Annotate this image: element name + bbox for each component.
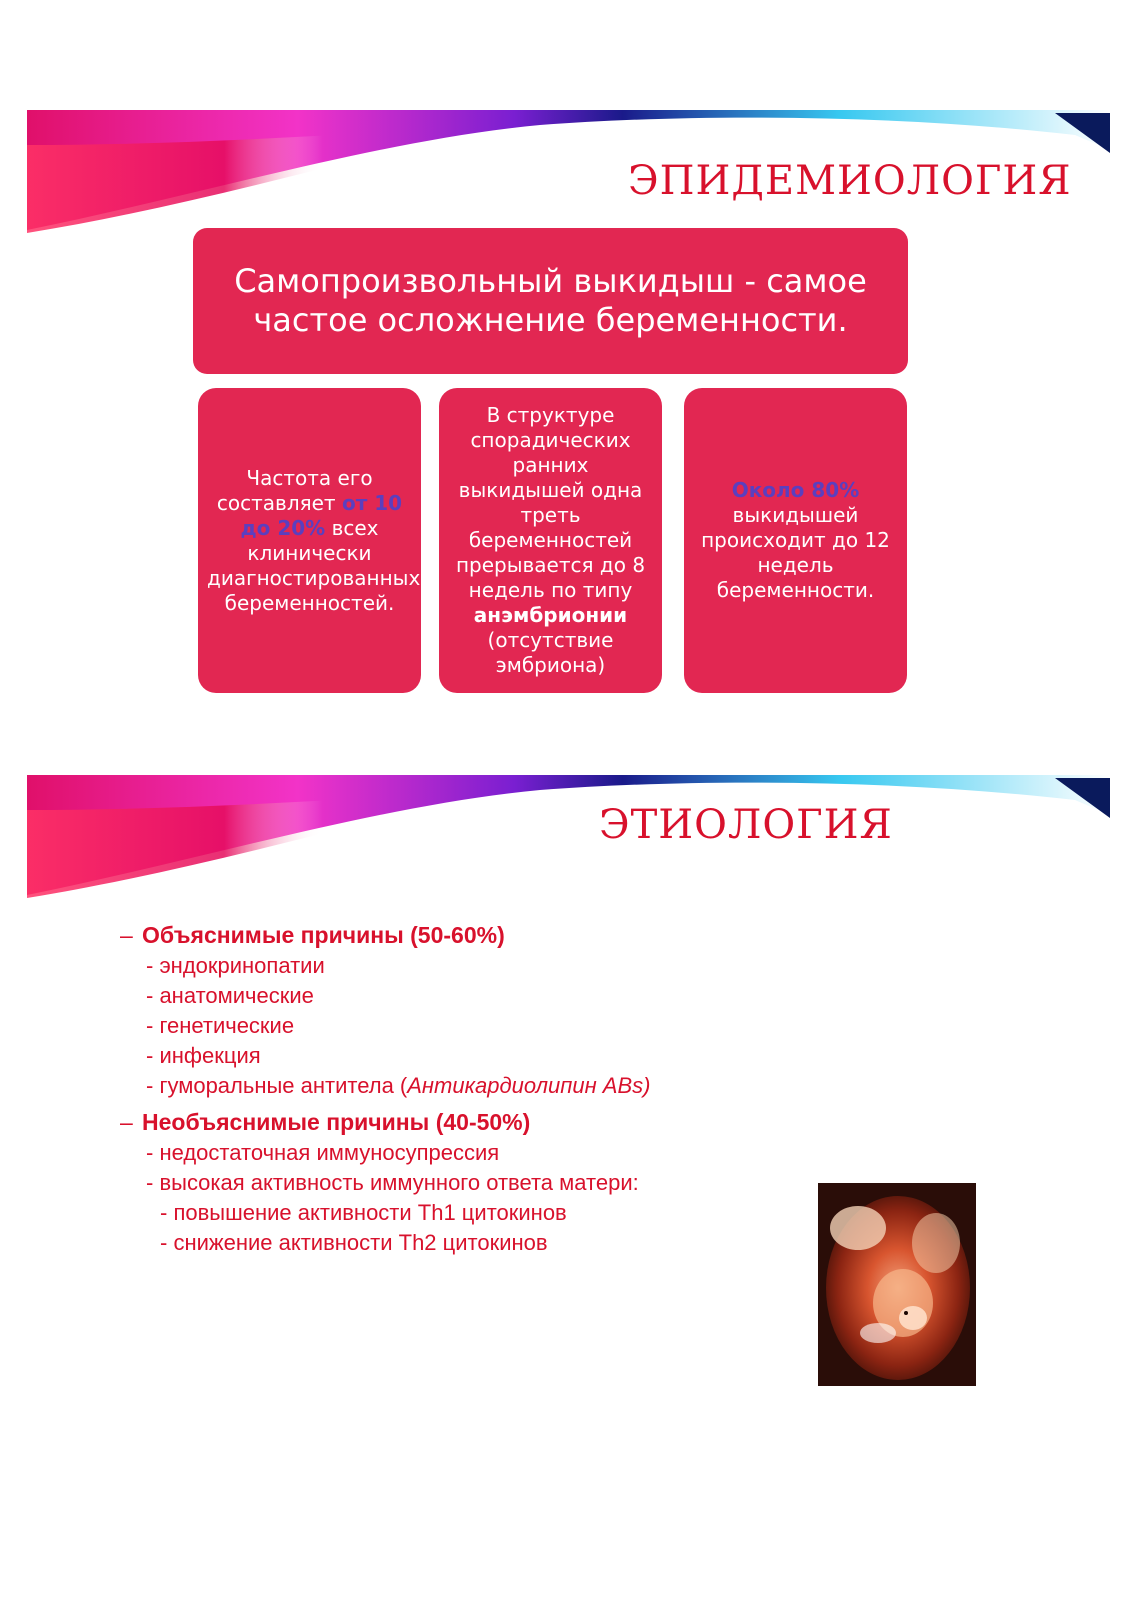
box-text: В структуре спорадических ранних выкидышей одна треть беременностей прерывается до 8 недель по типу	[455, 403, 646, 602]
dash-bullet: –	[120, 922, 133, 948]
embryo-photo	[818, 1183, 976, 1386]
box-highlight: от 10 до 20%	[240, 490, 403, 540]
list-item: - анатомические	[146, 983, 314, 1008]
slide-epidemiology	[0, 0, 1132, 740]
page-title: ЭТИОЛОГИЯ	[599, 802, 893, 848]
dash-bullet: –	[120, 1109, 133, 1135]
list-item: - генетические	[146, 1013, 295, 1038]
unexplained-causes-heading: – Необъяснимые причины (40-50%)	[120, 1107, 760, 1138]
box-highlight: Около 80%	[731, 478, 860, 502]
list-item: - инфекция	[146, 1043, 261, 1068]
etiology-list	[120, 920, 760, 1258]
box-text: всех клинически диагностированных беременностей.	[207, 515, 421, 615]
box-bold: анэмбрионии	[473, 603, 628, 627]
explained-causes-heading: – Объяснимые причины (50-60%)	[120, 920, 760, 951]
list-item: - эндокринопатии	[146, 953, 325, 978]
banner-text: Самопроизвольный выкидыш - самое частое осложнение беременности.	[234, 262, 867, 339]
summary-banner	[193, 228, 908, 374]
list-subitem: - повышение активности Th1 цитокинов	[160, 1200, 567, 1225]
slide-etiology	[0, 770, 1132, 1420]
list-item: - гуморальные антитела (Антикардиолипин ABs)	[146, 1073, 651, 1098]
list-item: - недостаточная иммуносупрессия	[146, 1140, 500, 1165]
box-text: Частота его составляет	[216, 465, 373, 515]
list-item: - высокая активность иммунного ответа матери:	[146, 1170, 639, 1195]
decorative-swoosh	[0, 770, 1132, 910]
info-box-timing	[684, 388, 907, 693]
info-box-frequency	[198, 388, 421, 693]
page-title: ЭПИДЕМИОЛОГИЯ	[628, 158, 1072, 204]
list-subitem: - снижение активности Th2 цитокинов	[160, 1230, 548, 1255]
box-text: (отсутствие эмбриона)	[487, 628, 614, 677]
info-box-structure	[439, 388, 662, 693]
box-text: выкидышей происходит до 12 недель беременности.	[701, 503, 890, 602]
